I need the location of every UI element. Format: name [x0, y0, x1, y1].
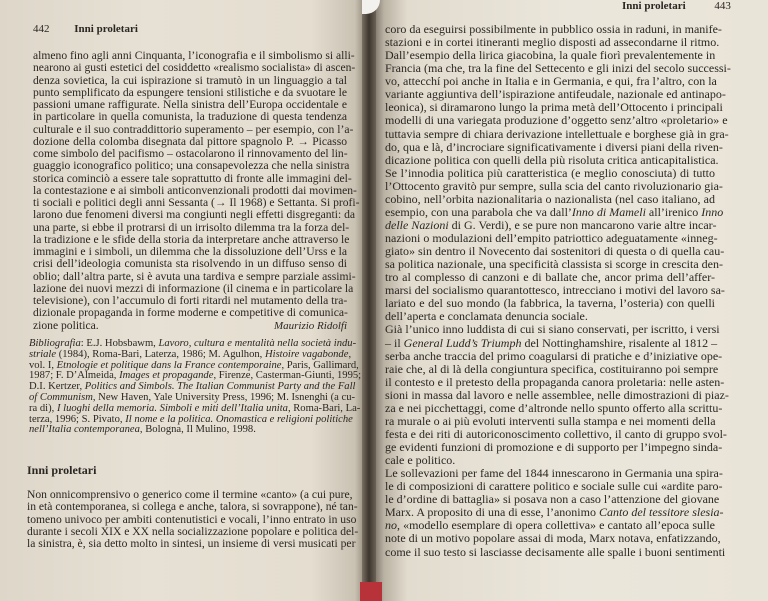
text-segment: le d’ordine di battaglia» si posava non a caso l’attenzione del giovane: [385, 492, 720, 507]
text-segment: tro al complesso di canzoni e di ballate che, ancor prima dell’affer-: [385, 270, 715, 285]
text-segment: ra murale o ai più evoluti interventi sulla stampa e nei momenti della: [385, 413, 716, 428]
text-segment: passioni umane raffigurate. Nella sinistra dell’Europa occidentale e: [33, 98, 347, 111]
text-segment: la contestazione e ai simboli anticonvenzionali prodotti dai movimen-: [33, 183, 357, 197]
text-segment: (1984), Roma-Bari, Laterza, 1986; M. Agulhon,: [56, 348, 265, 360]
text-segment: leonica), si diramarono lungo la prima metà dell’Ottocento i principali: [385, 100, 723, 115]
author-signature: Maurizio Ridolfi: [273, 319, 347, 332]
text-segment: l’Ottocento gravitò pur sempre, sulla scia del canto rivoluzionario gia-: [385, 178, 723, 193]
text-segment: Già l’unico inno luddista di cui si siano conservati, per iscritto, i versi: [385, 322, 720, 337]
text-segment: crisi dell’ideologia comunista sta risolvendo in un diffuso senso di: [33, 257, 347, 271]
text-segment: la sinistra, è, sia detto molto in sintesi, un insieme di versi musicati per: [27, 537, 356, 551]
text-segment: , Paris, Gallimard,: [281, 359, 359, 371]
text-segment: tomeno univoco per ambiti contenutistici e vocali, l’inno entrato in uso: [27, 512, 357, 526]
italic-text: Canto del tessitore slesia-: [598, 505, 724, 520]
italic-text: I luoghi della memoria. Simboli e miti dell’Italia unita: [56, 402, 288, 414]
text-segment: giato» sin dentro il Novecento dai sostenitori di questa o di quella cau-: [385, 244, 725, 259]
book-cover-edge: [360, 582, 382, 601]
text-segment: – il: [385, 335, 404, 350]
text-segment: punto semplificato da espungere tensioni stilistiche e da svuotare le: [33, 85, 347, 99]
text-segment: dell’aperta e conclamata denuncia sociale.: [385, 309, 588, 324]
text-segment: Marx. A proposito di una di esse, l’anonimo: [385, 505, 599, 520]
text-segment: immagini e i simboli, un dilemma che la dissoluzione dell’Urss e la: [33, 245, 347, 258]
text-segment: nazioni o modulazioni dell’empito patriottico adeguatamente «inneg-: [385, 231, 718, 245]
text-segment: il contesto e il pretesto della propaganda canora proletaria: nelle asten-: [385, 374, 725, 389]
text-segment: oblio; dall’altra parte, si è avuta una tardiva e sempre parziale assimi-: [33, 269, 356, 283]
text-segment: za e nei picchettaggi, come d’altronde nello spunto offerto alla scrittu-: [385, 400, 723, 415]
section-heading: Inni proletari: [27, 463, 97, 477]
italic-text: Histoire vagabonde: [264, 348, 349, 360]
text-segment: marsi del socialismo quarantottesco, intrecciano i motivi del lavoro sa-: [385, 283, 725, 298]
text-segment: note di un motivo popolare assai di moda, Marx notava, enfatizzando,: [385, 531, 721, 546]
text-line: [29, 425, 347, 436]
left-page: [0, 0, 366, 601]
text-segment: Francia (ma che, tra la fine del Settecento e gli inizi del secolo successi-: [385, 61, 731, 76]
text-segment: culturale e il suo contraddittorio superamento – per esempio, con l’a-: [33, 122, 354, 136]
running-head-right: Inni proletari: [622, 0, 686, 12]
text-segment: guaggio iconografico politico; una consapevolezza che nella sinistra: [33, 159, 350, 173]
text-segment: durante i secoli XIX e XX nella socializzazione popolare e politica del-: [27, 524, 359, 538]
text-segment: le di composizioni di carattere politico e sociale sulle cui «ardite paro-: [385, 479, 723, 494]
italic-text: nell’Italia contemporanea: [29, 424, 140, 436]
text-segment: zione politica.: [33, 318, 99, 332]
italic-text: delle Nazioni: [385, 217, 449, 232]
text-segment: una parte, si ebbe il protrarsi di un irrisolto dilemma tra la forza del-: [33, 220, 350, 234]
text-segment: come il suo testo si lasciasse decisamente alle spalle i buoni sentimenti: [385, 544, 726, 559]
text-segment: Se l’innodia politica più caratteristica (e meglio conosciuta) di tutto: [385, 165, 715, 180]
text-segment: terza, 1996; S. Pivato,: [29, 413, 126, 425]
section-paragraph: [27, 488, 359, 551]
text-segment: stazioni e in cortei itineranti meglio disposti ad assecondarne il ritmo.: [385, 35, 720, 50]
text-segment: Dall’esempio della lirica giacobina, la quale fiorì prevalentemente in: [385, 48, 716, 63]
text-segment: in particolare in quella comunista, la traduzione di questa tendenza: [33, 110, 347, 124]
page-number-left: 442: [33, 23, 50, 35]
italic-text: Inno di Mameli: [571, 204, 646, 219]
text-segment: , Firenze, Casterman-Giunti, 1995;: [213, 370, 362, 382]
text-segment: televisione), con l’accumulo di forti ritardi nel mutamento della tra-: [33, 294, 348, 307]
text-segment: lazione dei nuovi mezzi di informazione (il cinema e in particolare la: [33, 281, 354, 295]
text-segment: 1987; F. D’Almeida,: [29, 370, 120, 382]
text-segment: all’irenico: [645, 204, 702, 219]
text-segment: D.I. Kertzer,: [29, 381, 85, 393]
italic-text: Bibliografia: [29, 338, 81, 349]
text-segment: nearono ai gusti estetici del cosiddetto «realismo socialista» di ascen-: [33, 61, 356, 75]
text-segment: : E.J. Hobsbawm,: [80, 338, 159, 349]
italic-text: Il nome e la politica. Onomastica e religioni politiche: [125, 413, 353, 425]
text-segment: sa politica nazionale, una specificità classista si scorge in crescita den-: [385, 257, 723, 272]
text-segment: cobino, nell’orbita nazionalitaria o nazionalista (nel caso italiano, ad: [385, 191, 715, 206]
text-segment: vol. I,: [29, 359, 57, 371]
text-segment: lariato e del suo mondo (la fabbrica, la taverna, l’osteria) con quelli: [385, 296, 715, 311]
italic-text: Images et propagande: [119, 370, 214, 382]
text-segment: serba anche traccia del primo coagularsi di pratiche e d’iniziative ope-: [385, 348, 723, 363]
italic-text: no: [385, 518, 397, 533]
italic-text: Lavoro, cultura e mentalità nella società indu-: [158, 338, 357, 349]
text-segment: del Nottinghamshire, risalente al 1812 –: [521, 335, 718, 350]
running-header-right: [622, 0, 731, 12]
text-segment: sioni in massa dal lavoro e nelle assemblee, nelle dimostrazioni di piaz-: [385, 387, 729, 402]
text-segment: modelli di una variegata produzione d’oggetto senz’altro «proletario» e: [385, 113, 728, 128]
article-body-left: [33, 49, 360, 332]
italic-text: Etnologie et politique dans la France contemporaine: [56, 359, 282, 371]
italic-text: Politics and Simbols. The Italian Communist Party and the Fall: [84, 381, 356, 393]
text-segment: cale e politico.: [385, 453, 456, 468]
text-segment: in età contemporanea, si collega e anche, talora, si sovrappone), né tan-: [27, 500, 358, 514]
text-segment: dozione della colomba disegnata dal pittore spagnolo P. → Picasso: [33, 134, 347, 148]
text-segment: storica cominciò a essere tale soprattutto di fronte alle immagini del-: [33, 171, 352, 185]
text-segment: vo, attecchí poi anche in Italia e in Germania, e qui, fra l’altro, con la: [385, 74, 717, 89]
text-segment: do, qua e là, d’incrociare significativamente i diversi piani della riven-: [385, 139, 723, 154]
text-segment: ge evidenti funzioni di promozione e di supporto per l’impegno sinda-: [385, 440, 723, 454]
text-segment: dicazione politica con quelli della più risoluta critica anticapitalistica.: [385, 152, 719, 167]
book-spine: [362, 0, 376, 601]
text-segment: Non onnicomprensivo o generico come il termine «canto» (a cui pure,: [27, 488, 353, 501]
article-body-right: [385, 22, 731, 559]
text-segment: festa e dei riti di autoriconoscimento collettivo, il canto di gruppo svol-: [385, 426, 727, 441]
running-header-left: [33, 23, 138, 35]
text-segment: Le sollevazioni per fame del 1844 innescarono in Germania una spira-: [385, 466, 723, 481]
text-line: [385, 544, 726, 559]
running-head-left: Inni proletari: [74, 23, 138, 35]
text-segment: di G. Verdi), e se pure non mancarono varie altre incar-: [448, 217, 717, 232]
text-segment: ti sociali e politici degli anni Sessanta (→ Il 1968) e Settanta. Si profi-: [33, 196, 360, 209]
text-segment: tuttavia sempre di chiara derivazione intellettuale e borghese già in gra-: [385, 126, 729, 141]
text-line: [27, 537, 356, 551]
page-number-right: 443: [714, 0, 731, 12]
text-segment: dizionale propaganda in forme moderne e competitive di comunica-: [33, 306, 348, 320]
text-segment: esempio, con una parabola che va dall’: [385, 204, 572, 219]
text-segment: , «modello esemplare di opera collettiva» e cantato all’epoca sulle: [397, 518, 715, 533]
italic-text: Inno: [701, 204, 724, 219]
text-segment: variante aggiuntiva dell’ispirazione antifeudale, nazionale ed antinapo-: [385, 87, 726, 102]
text-segment: come simbolo del pacifismo – ostacolarono il rinnovamento del lin-: [33, 147, 348, 160]
text-segment: ,: [348, 348, 352, 360]
italic-text: striale: [29, 348, 57, 360]
text-segment: , New Haven, Yale University Press, 1996; M. Isnenghi (a cu-: [92, 391, 356, 403]
text-segment: la tradizione e le sfide della storia da interpretare anche attraverso le: [33, 232, 350, 246]
text-segment: ra di),: [29, 402, 57, 414]
text-segment: , Bologna, Il Mulino, 1998.: [139, 424, 256, 436]
text-segment: almeno fino agli anni Cinquanta, l’iconografia e il simbolismo si alli-: [33, 49, 355, 62]
text-segment: , Roma-Bari, La-: [287, 402, 361, 414]
text-segment: denza sovietica, la cui ispirazione si tramutò in un linguaggio a tal: [33, 73, 347, 87]
text-segment: larono due fenomeni diversi ma congiunti negli effetti disgreganti: da: [33, 208, 356, 222]
bibliography: [29, 338, 362, 436]
italic-text: of Communism: [29, 391, 93, 403]
text-segment: raie che, al di là della congiuntura specifica, costituiranno poi sempre: [385, 361, 719, 376]
text-line: [33, 320, 347, 332]
italic-text: General Ludd’s Triumph: [403, 335, 522, 350]
text-segment: coro da eseguirsi possibilmente in pubblico ossia in raduni, in manife-: [385, 22, 722, 36]
